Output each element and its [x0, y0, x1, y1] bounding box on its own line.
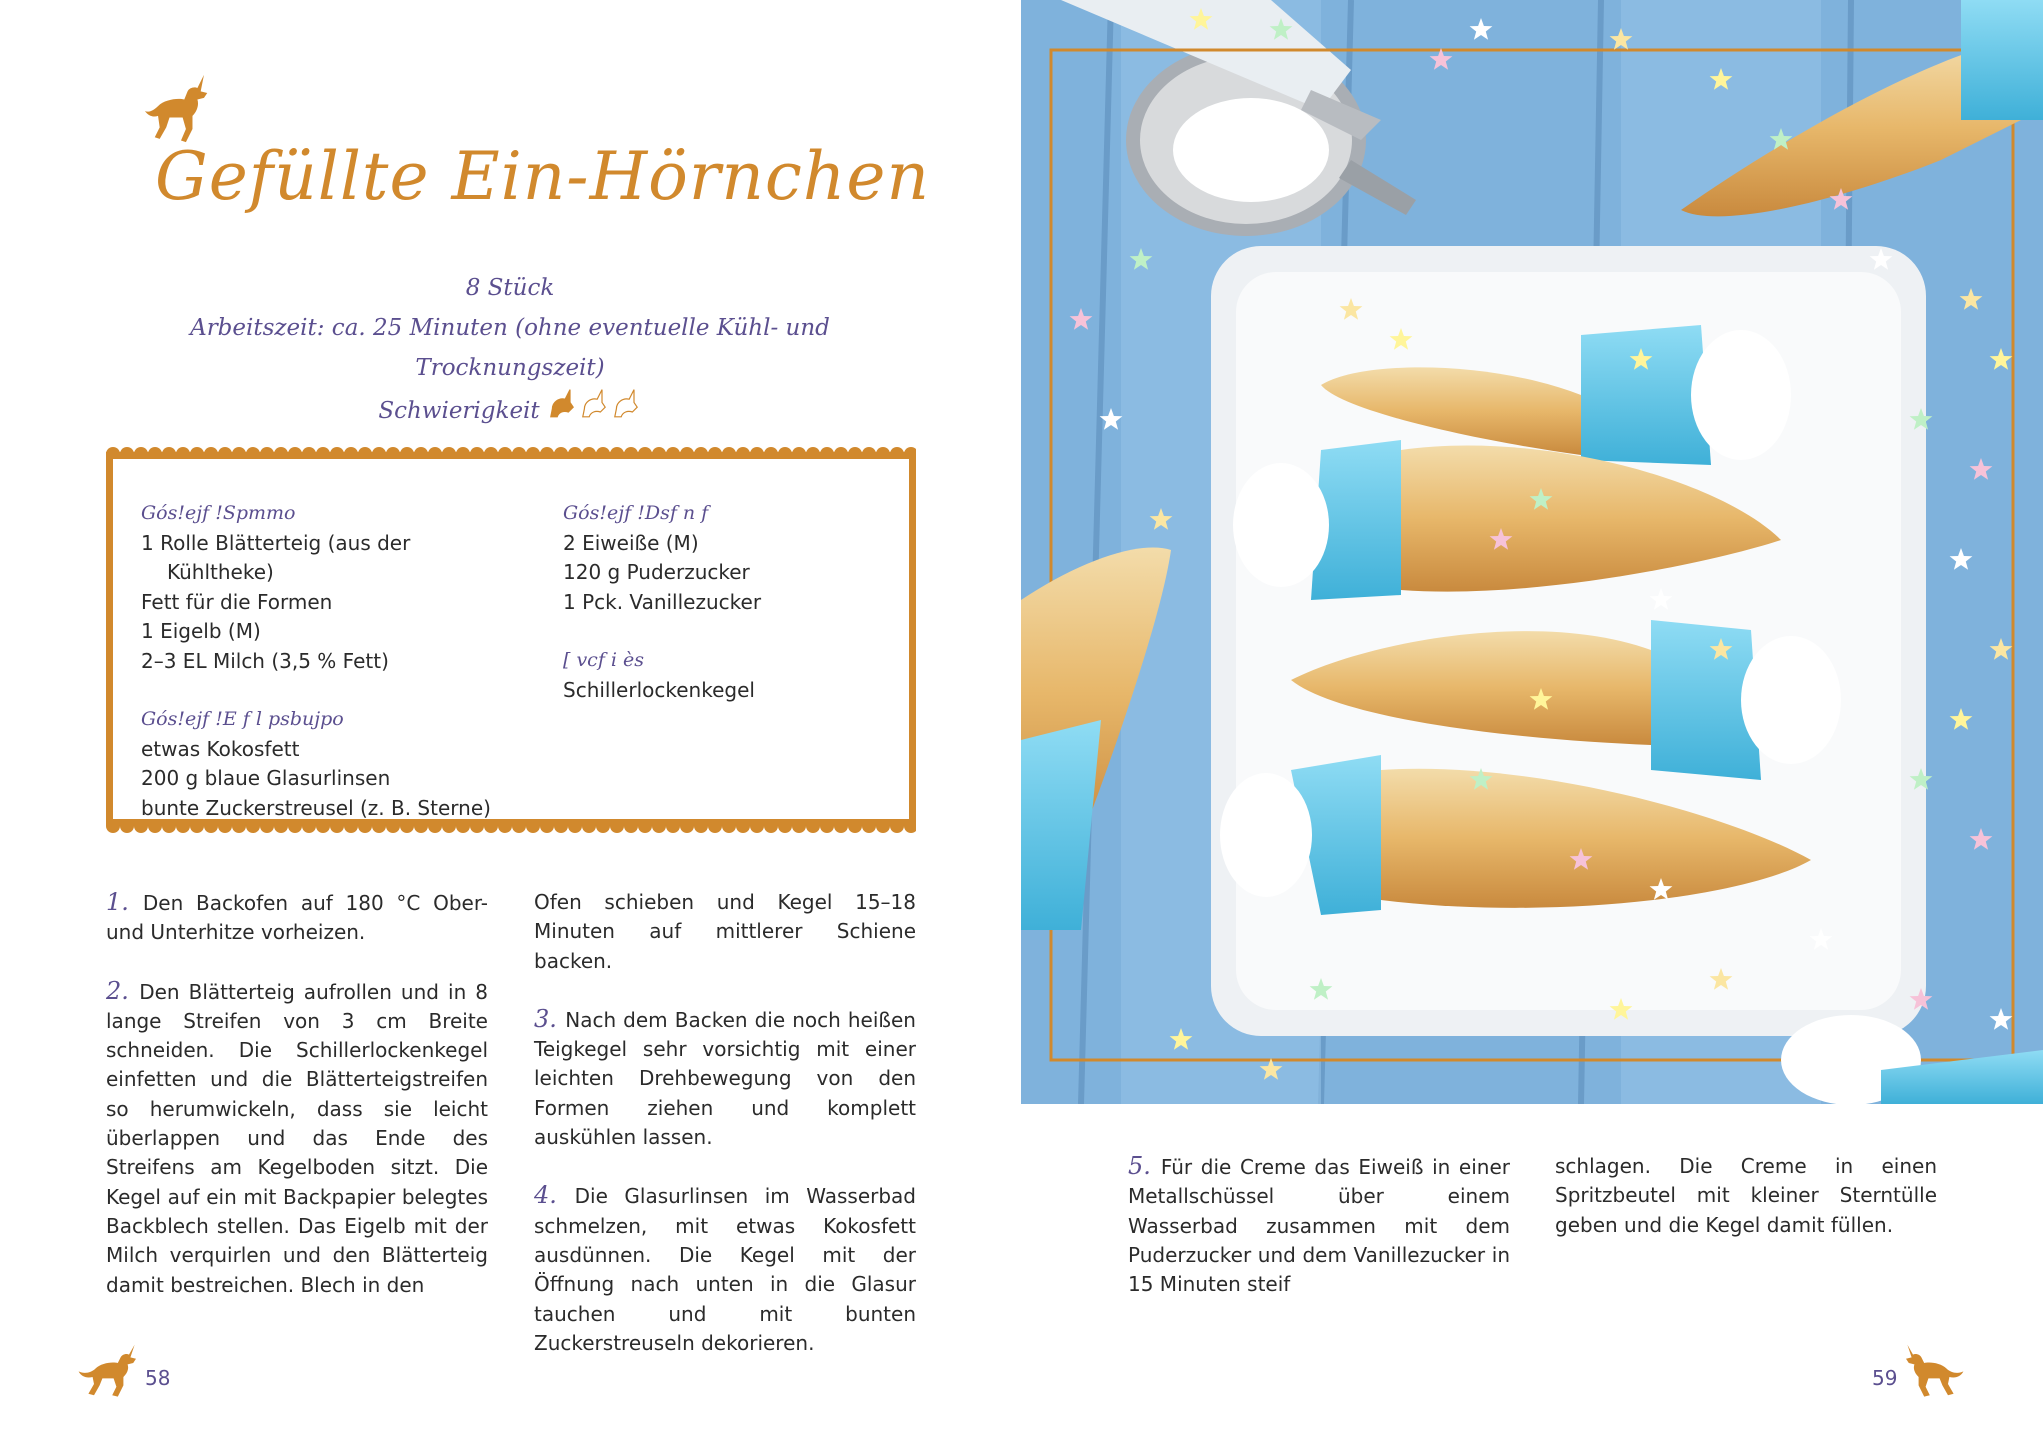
steps-column-1 [106, 888, 488, 1329]
photo-illustration [1021, 0, 2043, 1104]
worktime: Arbeitszeit: ca. 25 Minuten (ohne eventuelle Kühl- und Trocknungszeit) [190, 315, 830, 381]
step-text: Ofen schieben und Kegel 15–18 Minuten auf mittlerer Schiene backen. [534, 890, 916, 973]
ingredient-heading: Gós!ejf !Dsf n f [563, 502, 709, 524]
spacer [141, 676, 521, 705]
step-text: Die Glasurlinsen im Wasserbad schmelzen, mit etwas Kokosfett ausdünnen. Die Kegel mit der Öffnung nach unten in die Glasur tauchen und mit bunten Zuckerstreuseln dekorieren. [534, 1184, 916, 1355]
ingredient-heading: [ vcf i ès [563, 649, 645, 671]
difficulty [378, 388, 641, 433]
ingredient-item: 2 Eiweiße (M) [563, 530, 699, 555]
instruction-step [106, 977, 488, 1300]
ingredient-item: Schillerlockenkegel [563, 677, 755, 702]
ingredient-item: 1 Eigelb (M) [141, 619, 261, 643]
step-number: 4. [534, 1181, 575, 1210]
ingredient-item: 1 Pck. Vanillezucker [563, 589, 762, 614]
instruction-step [106, 888, 488, 948]
unicorn-head-icon [546, 388, 578, 420]
page-number-right: 59 [1872, 1366, 1898, 1390]
ingredient-item: 1 Rolle Blätterteig (aus der [141, 530, 411, 555]
spacer [563, 617, 893, 646]
step-number: 5. [1128, 1152, 1161, 1180]
ingredient-item: 200 g blaue Glasurlinsen [141, 766, 391, 790]
instruction-step [1128, 1152, 1510, 1299]
unicorn-head-icon [610, 388, 642, 420]
ingredient-item: 120 g Puderzucker [563, 560, 750, 584]
steps-column-4 [1555, 1152, 1937, 1269]
ingredient-item: etwas Kokosfett [141, 736, 300, 761]
step-text: Nach dem Backen die noch heißen Teigkegel sehr vorsichtig mit einer leichten Drehbewegung von den Formen ziehen und komplett auskühlen lassen. [534, 1007, 916, 1150]
page-number-left: 58 [145, 1366, 171, 1390]
step-text: Den Backofen auf 180 °C Ober- und Unterhitze vorheizen. [106, 891, 489, 945]
steps-column-2 [534, 888, 916, 1387]
instruction-step [534, 1181, 916, 1358]
recipe-meta [100, 268, 920, 433]
footer-unicorn-icon [1898, 1342, 1970, 1398]
instruction-step [534, 888, 916, 976]
footer-unicorn-icon [72, 1342, 144, 1398]
yield: 8 Stück [465, 275, 555, 301]
ingredient-heading: Gós!ejf !Spmmo [141, 502, 296, 524]
page-title: Gefüllte Ein-Hörnchen [155, 138, 930, 215]
step-text: schlagen. Die Creme in einen Spritzbeutel mit kleiner Sterntülle geben und die Kegel damit füllen. [1555, 1154, 1937, 1237]
step-text: Für die Creme das Eiweiß in einer Metallschüssel über einem Wasserbad zusammen mit dem Puderzucker und dem Vanillezucker in 15 Minuten steif [1128, 1155, 1511, 1297]
ingredient-item: bunte Zuckerstreusel (z. B. Sterne) [141, 795, 491, 820]
step-text: Den Blätterteig aufrollen und in 8 lange Streifen von 3 cm Breite schneiden. Die Schillerlockenkegel einfetten und die Blätterteigstreifen so herumwickeln, dass sie leicht überlappen und das Ende des Streifens am Kegelboden sitzt. Die Kegel auf ein mit Backpapier belegtes Backblech stellen. Das Eigelb mit der Milch verquirlen und den Blätterteig damit bestreichen. Blech in den [106, 979, 489, 1297]
scallop-border-bottom [106, 822, 916, 836]
step-number: 3. [534, 1004, 566, 1033]
difficulty-rating [546, 388, 642, 433]
ingredient-item: Fett für die Formen [141, 589, 333, 614]
step-number: 1. [106, 888, 143, 916]
instruction-step [1555, 1152, 1937, 1240]
ingredient-heading: Gós!ejf !E f l psbujpo [141, 708, 344, 730]
recipe-photo [1021, 0, 2043, 1104]
step-number: 2. [106, 976, 140, 1005]
ingredients-column-1 [141, 499, 521, 823]
ingredients-box [106, 444, 916, 836]
difficulty-label: Schwierigkeit [378, 397, 540, 424]
steps-column-3 [1128, 1152, 1510, 1328]
ingredients-inner [112, 458, 910, 820]
ingredient-item: 2–3 EL Milch (3,5 % Fett) [141, 648, 389, 673]
instruction-step [534, 1005, 916, 1152]
ingredient-item: Kühltheke) [167, 560, 274, 584]
unicorn-head-icon [578, 388, 610, 420]
ingredients-column-2 [563, 499, 893, 705]
